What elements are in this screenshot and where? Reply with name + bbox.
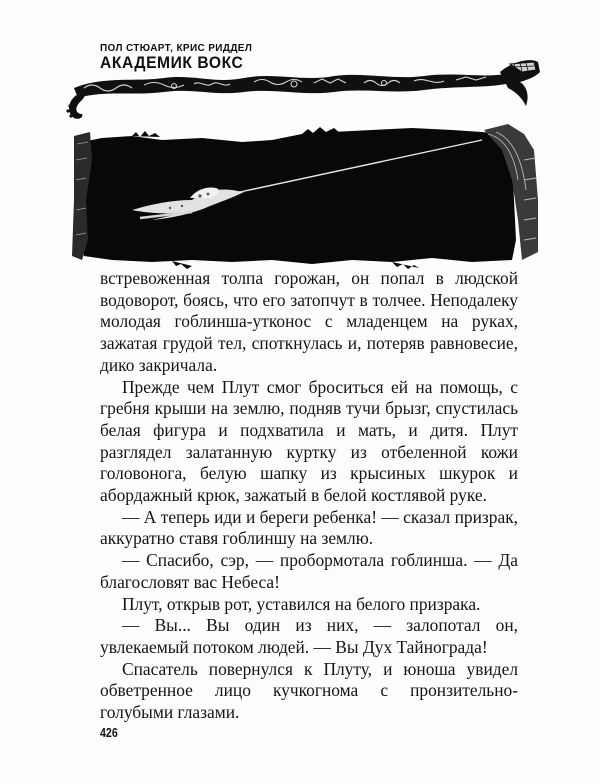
- paragraph: — Спасибо, сэр, — пробормотала гоблинша. — Да благословят вас Небеса!: [100, 550, 518, 592]
- paragraph: Спасатель повернулся к Плуту, и юноша увидел обветренное лицо кучкогнома с пронзительно-голубыми глазами.: [100, 658, 518, 723]
- paragraph: — Вы... Вы один из них, — залопотал он, увлекаемый потоком людей. — Вы Дух Тайнограда!: [100, 615, 518, 657]
- chapter-illustration: [72, 120, 540, 270]
- running-head-book-title: АКАДЕМИК ВОКС: [100, 53, 244, 72]
- page-number: 426: [100, 726, 118, 740]
- paragraph: Прежде чем Плут смог броситься ей на помощь, с гребня крыши на землю, подняв тучи брызг, спустилась белая фигура и подхватила и мать, и дитя. Плут разглядел залатанную куртку из отбеленной кожи головонога, белую шапку из крысиных шкурок и абордажный крюк, зажатый в белой костлявой руке.: [100, 376, 518, 506]
- paragraph: Плут, открыв рот, уставился на белого призрака.: [122, 593, 481, 614]
- running-head-authors: ПОЛ СТЮАРТ, КРИС РИДДЕЛ: [100, 42, 253, 54]
- body-text: [100, 268, 518, 724]
- ornament-border-band: [64, 58, 542, 122]
- paragraph: встревоженная толпа горожан, он попал в людской водоворот, боясь, что его затопчут в толчее. Неподалеку молодая гоблинша-утконос с младенцем на руках, зажатая грудой тел, споткнулась и, потеряв равновесие, дико закричала.: [100, 268, 518, 375]
- paragraph: — А теперь иди и береги ребенка! — сказал призрак, аккуратно ставя гоблиншу на землю.: [100, 506, 518, 549]
